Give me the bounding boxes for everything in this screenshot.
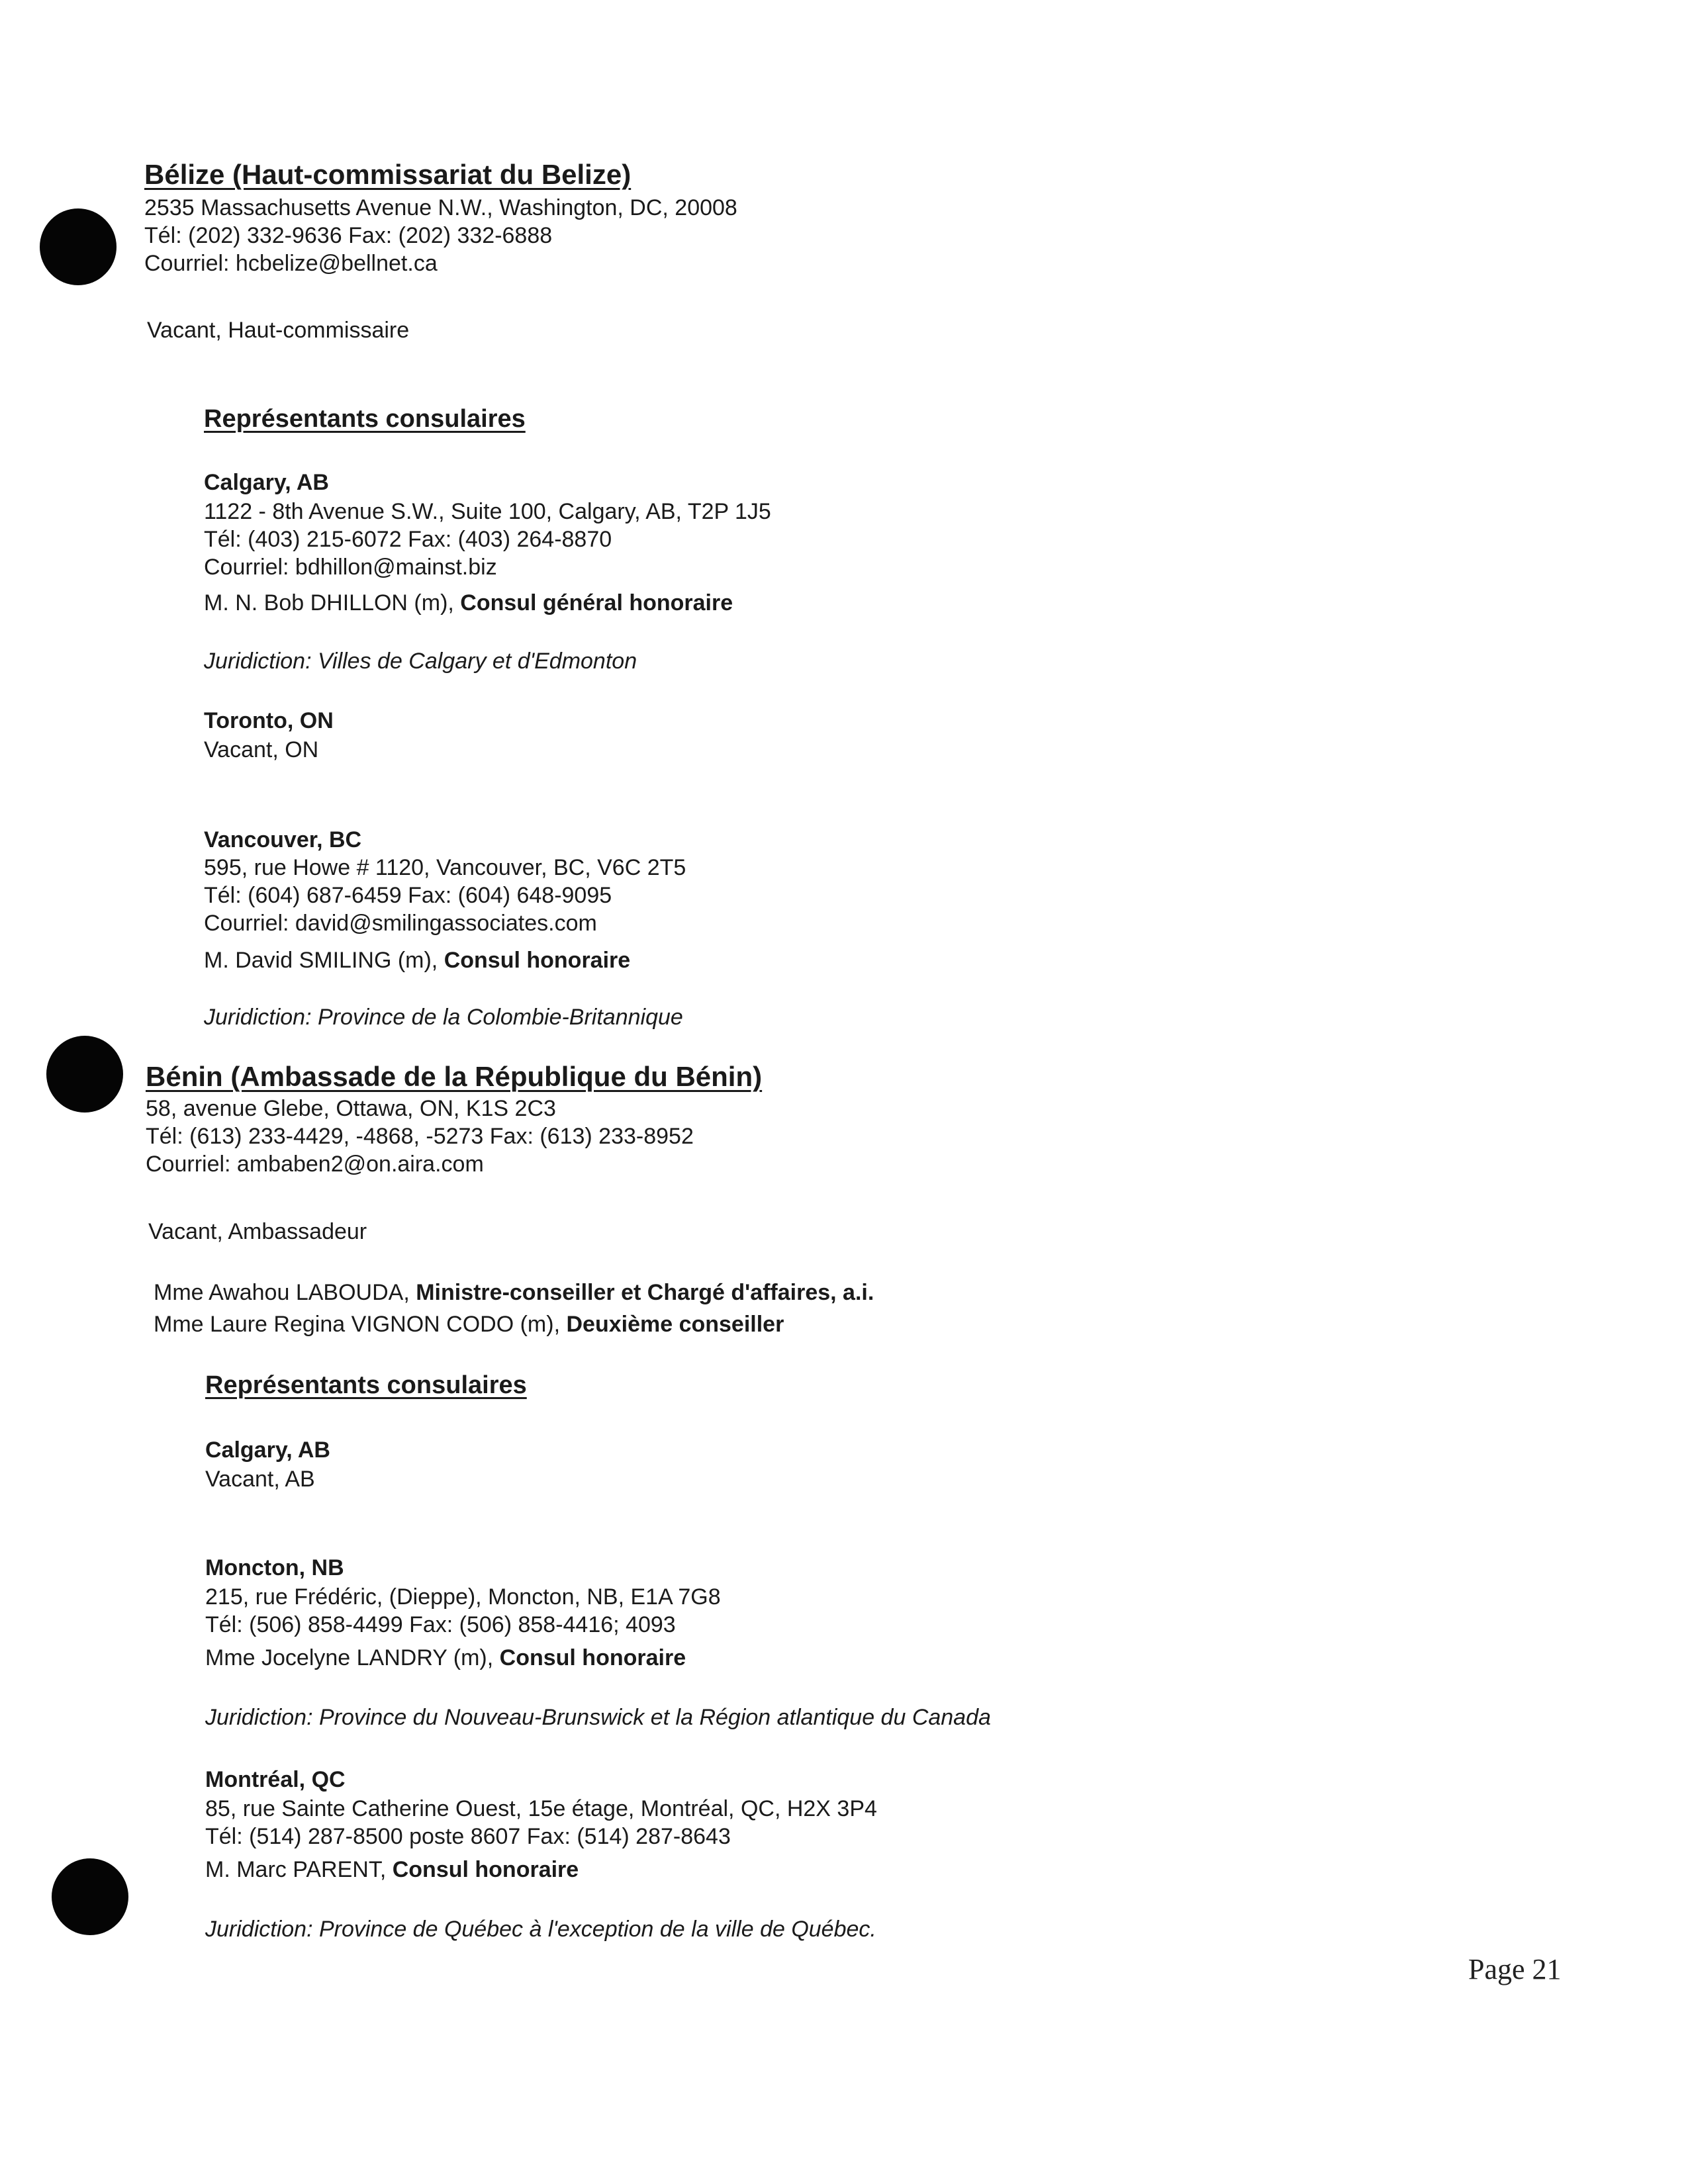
benin-montreal-phone: Tél: (514) 287-8500 poste 8607 Fax: (514) 287-8643 <box>205 1824 731 1849</box>
belize-calgary-contact <box>204 498 771 581</box>
benin-moncton-city: Moncton, NB <box>205 1555 344 1580</box>
belize-heading: Bélize (Haut-commissariat du Belize) <box>144 159 632 190</box>
belize-email: Courriel: hcbelize@bellnet.ca <box>144 251 438 276</box>
belize-vancouver-address: 595, rue Howe # 1120, Vancouver, BC, V6C 2T5 <box>204 855 686 880</box>
belize-address: 2535 Massachusetts Avenue N.W., Washington, DC, 20008 <box>144 195 737 220</box>
belize-vancouver-email: Courriel: david@smilingassociates.com <box>204 911 597 936</box>
benin-montreal-city: Montréal, QC <box>205 1767 346 1792</box>
benin-staff-2-person: Mme Laure Regina VIGNON CODO (m), <box>154 1312 567 1337</box>
belize-calgary-jurisdiction: Juridiction: Villes de Calgary et d'Edmonton <box>204 649 637 674</box>
belize-calgary-person: M. N. Bob DHILLON (m), <box>204 590 461 615</box>
belize-toronto-status: Vacant, ON <box>204 737 319 762</box>
benin-moncton-address: 215, rue Frédéric, (Dieppe), Moncton, NB, E1A 7G8 <box>205 1584 721 1610</box>
benin-montreal-official <box>205 1856 579 1884</box>
benin-staff-1-role: Ministre-conseiller et Chargé d'affaires, a.i. <box>416 1280 874 1305</box>
belize-phone: Tél: (202) 332-9636 Fax: (202) 332-6888 <box>144 223 553 248</box>
benin-moncton-jurisdiction: Juridiction: Province du Nouveau-Brunswick et la Région atlantique du Canada <box>205 1705 991 1730</box>
benin-moncton-contact <box>205 1583 721 1639</box>
belize-vancouver-city: Vancouver, BC <box>204 827 362 852</box>
belize-head-of-mission: Vacant, Haut-commissaire <box>147 318 410 343</box>
benin-contact <box>146 1095 694 1178</box>
benin-staff-2 <box>154 1310 874 1338</box>
belize-vancouver-official <box>204 946 630 974</box>
benin-staff-1-person: Mme Awahou LABOUDA, <box>154 1280 416 1305</box>
belize-calgary-address: 1122 - 8th Avenue S.W., Suite 100, Calgary, AB, T2P 1J5 <box>204 499 771 524</box>
benin-staff-2-role: Deuxième conseiller <box>566 1312 784 1337</box>
belize-vancouver-contact <box>204 854 686 937</box>
benin-phone: Tél: (613) 233-4429, -4868, -5273 Fax: (613) 233-8952 <box>146 1124 694 1149</box>
benin-consular-heading: Représentants consulaires <box>205 1371 527 1399</box>
benin-head-of-mission: Vacant, Ambassadeur <box>148 1219 367 1244</box>
page-number: Page 21 <box>1468 1953 1562 1985</box>
belize-vancouver-person: M. David SMILING (m), <box>204 948 444 973</box>
punch-hole-top <box>40 208 117 285</box>
benin-moncton-phone: Tél: (506) 858-4499 Fax: (506) 858-4416; 4093 <box>205 1612 676 1637</box>
belize-calgary-role: Consul général honoraire <box>460 590 733 615</box>
belize-vancouver-jurisdiction: Juridiction: Province de la Colombie-Britannique <box>204 1005 683 1030</box>
benin-calgary-city: Calgary, AB <box>205 1437 330 1463</box>
benin-moncton-official <box>205 1644 686 1672</box>
belize-contact <box>144 194 737 277</box>
belize-calgary-city: Calgary, AB <box>204 470 329 495</box>
benin-email: Courriel: ambaben2@on.aira.com <box>146 1152 484 1177</box>
belize-vancouver-role: Consul honoraire <box>444 948 631 973</box>
belize-toronto-city: Toronto, ON <box>204 708 334 733</box>
benin-montreal-role: Consul honoraire <box>392 1857 579 1882</box>
punch-hole-bottom <box>52 1858 128 1935</box>
punch-hole-middle <box>46 1036 123 1113</box>
benin-moncton-person: Mme Jocelyne LANDRY (m), <box>205 1645 500 1670</box>
belize-calgary-phone: Tél: (403) 215-6072 Fax: (403) 264-8870 <box>204 527 612 552</box>
belize-consular-heading: Représentants consulaires <box>204 405 526 433</box>
benin-moncton-role: Consul honoraire <box>499 1645 686 1670</box>
benin-calgary-status: Vacant, AB <box>205 1467 315 1492</box>
belize-calgary-official <box>204 589 733 617</box>
benin-montreal-contact <box>205 1795 877 1850</box>
benin-heading: Bénin (Ambassade de la République du Bénin) <box>146 1061 763 1092</box>
benin-staff-list <box>154 1279 874 1338</box>
belize-vancouver-phone: Tél: (604) 687-6459 Fax: (604) 648-9095 <box>204 883 612 908</box>
benin-montreal-address: 85, rue Sainte Catherine Ouest, 15e étage, Montréal, QC, H2X 3P4 <box>205 1796 877 1821</box>
belize-calgary-email: Courriel: bdhillon@mainst.biz <box>204 555 497 580</box>
benin-montreal-jurisdiction: Juridiction: Province de Québec à l'exception de la ville de Québec. <box>205 1917 876 1942</box>
benin-address: 58, avenue Glebe, Ottawa, ON, K1S 2C3 <box>146 1096 556 1121</box>
benin-staff-1 <box>154 1279 874 1306</box>
benin-montreal-person: M. Marc PARENT, <box>205 1857 393 1882</box>
